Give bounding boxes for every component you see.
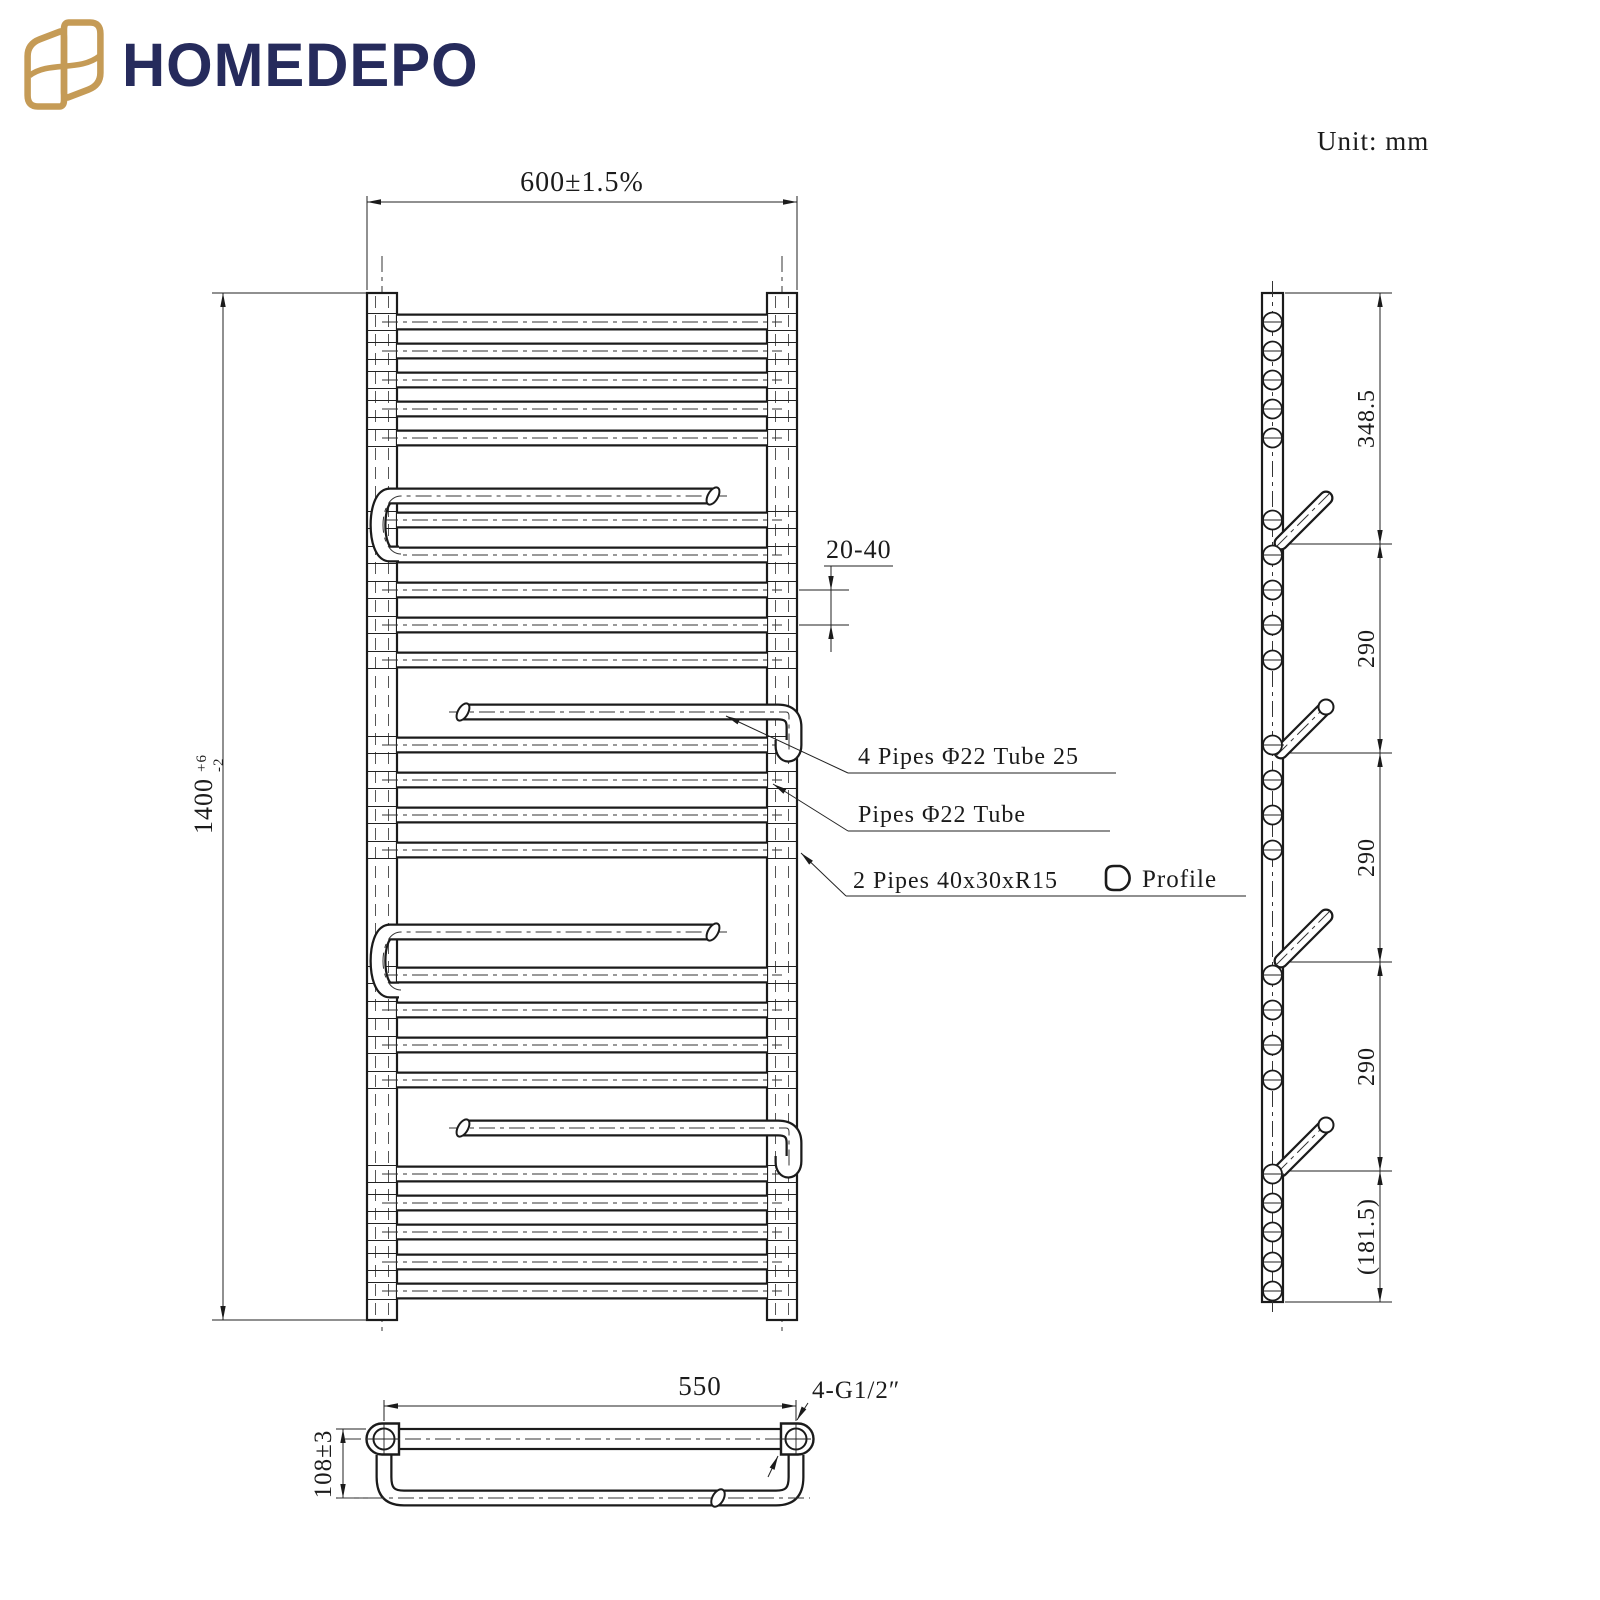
side-dim-4: 290 (1354, 1047, 1380, 1086)
hook-bar-bottom (384, 1455, 796, 1498)
profile-shape-icon (1106, 866, 1130, 890)
bottom-thread-dim: 4-G1/2″ (812, 1377, 901, 1404)
unit-label: Unit: mm (1317, 126, 1430, 156)
callout-leader-lines (726, 716, 1246, 1477)
callout-profile: Profile (1142, 866, 1218, 893)
bottom-view (338, 1424, 814, 1509)
rung-pipes (368, 314, 796, 1300)
side-hook-pipes (1276, 491, 1334, 1174)
callout-hook-pipes: 4 Pipes Φ22 Tube 25 (858, 744, 1080, 770)
side-dim-2: 290 (1354, 629, 1380, 668)
bottom-depth-dim: 108±3 (310, 1429, 337, 1499)
side-dim-5: (181.5) (1354, 1198, 1380, 1275)
pipe-gap-dim: 20-40 (826, 535, 892, 564)
side-view (1261, 281, 1334, 1312)
callout-rung-pipes: Pipes Φ22 Tube (858, 802, 1027, 828)
front-width-dim: 600±1.5% (520, 167, 644, 198)
side-dim-1: 348.5 (1354, 389, 1380, 448)
front-height-dim (189, 754, 227, 834)
bottom-width-dim: 550 (678, 1371, 722, 1401)
svg-text:+6: +6 (194, 754, 210, 772)
callout-rail-pipes: 2 Pipes 40x30xR15 (853, 868, 1059, 894)
front-view (367, 256, 797, 1332)
side-dim-3: 290 (1354, 838, 1380, 877)
svg-text:-2: -2 (211, 757, 227, 772)
brand-name: HOMEDEPO (122, 30, 479, 99)
svg-text:1400: 1400 (189, 778, 218, 834)
